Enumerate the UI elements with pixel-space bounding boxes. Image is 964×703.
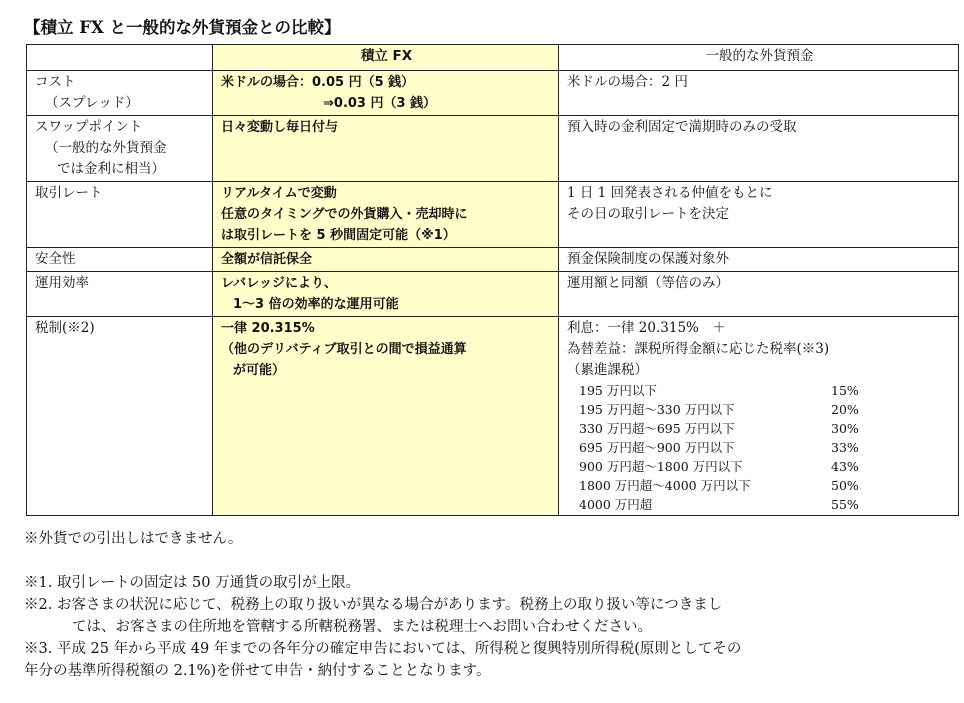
row-label-text: スワップポイント [35, 119, 143, 135]
bracket-range: 695 万円超〜900 万円以下 [579, 440, 735, 455]
fx-text: 全額が信託保全 [221, 252, 313, 267]
bracket-rate: 20% [831, 402, 859, 417]
fx-text: リアルタイムで変動 [221, 186, 337, 201]
row-label-safety [27, 248, 213, 272]
bracket-rate: 15% [831, 383, 859, 398]
bracket-range: 330 万円超〜695 万円以下 [579, 421, 735, 436]
row-label-swap [27, 116, 213, 182]
fx-cell-rate [213, 182, 559, 248]
bracket-range: 1800 万円超〜4000 万円以下 [579, 478, 751, 493]
tax-bracket-row [579, 457, 859, 476]
bracket-range: 195 万円以下 [579, 383, 657, 398]
fx-cell-swap [213, 116, 559, 182]
fx-text: 一律 20.315% [221, 321, 315, 336]
table-row [27, 272, 959, 317]
deposit-cell-efficiency [559, 272, 959, 317]
fx-text: は取引レートを 5 秒間固定可能（※1） [221, 228, 456, 243]
table-row [27, 71, 959, 116]
notes-section [24, 528, 954, 682]
fx-text: が可能） [233, 363, 286, 378]
row-label-text: コスト [35, 74, 76, 90]
page-title: 【積立 FX と一般的な外貨預金との比較】 [24, 18, 341, 37]
bracket-rate: 50% [831, 478, 859, 493]
fx-cell-tax [213, 317, 559, 516]
deposit-text: 預金保険制度の保護対象外 [567, 251, 729, 267]
fx-cell-efficiency [213, 272, 559, 317]
fx-text: （他のデリバティブ取引との間で損益通算 [221, 342, 467, 357]
tax-bracket-row [579, 381, 859, 400]
comparison-table [26, 44, 959, 516]
header-deposit: 一般的な外貨預金 [559, 45, 959, 71]
note-3-line-2: 年分の基準所得税額の 2.1%)を併せて申告・納付することとなります。 [24, 663, 491, 679]
fx-cell-cost [213, 71, 559, 116]
table-row [27, 248, 959, 272]
deposit-cell-rate [559, 182, 959, 248]
deposit-cell-tax [559, 317, 959, 516]
tax-bracket-row [579, 495, 859, 514]
deposit-text: 運用額と同額（等倍のみ） [567, 275, 729, 291]
row-label-efficiency [27, 272, 213, 317]
fx-text: 任意のタイミングでの外貨購入・売却時に [221, 207, 468, 222]
bracket-rate: 30% [831, 421, 859, 436]
deposit-text: 為替差益：課税所得金額に応じた税率(※3) [567, 341, 830, 357]
deposit-text: その日の取引レートを決定 [567, 206, 729, 222]
deposit-cell-cost [559, 71, 959, 116]
deposit-text: 1 日 1 回発表される仲値をもとに [567, 185, 773, 201]
deposit-cell-safety [559, 248, 959, 272]
fx-text: レバレッジにより、 [221, 276, 337, 291]
note-3-line-1: ※3. 平成 25 年から平成 49 年までの各年分の確定申告においては、所得税と復興特別所得税(原則としてその [24, 641, 742, 657]
bracket-range: 4000 万円超 [579, 497, 653, 512]
header-label [27, 45, 213, 71]
row-label-text: では金利に相当） [57, 161, 165, 177]
tax-bracket-table [579, 381, 859, 514]
table-row [27, 317, 959, 516]
fx-text: 1〜3 倍の効率的な運用可能 [233, 297, 399, 312]
row-label-cost [27, 71, 213, 116]
row-label-text: 税制(※2) [35, 320, 95, 336]
fx-text: 日々変動し毎日付与 [221, 120, 339, 135]
row-label-text: 安全性 [35, 251, 76, 267]
bracket-rate: 43% [831, 459, 859, 474]
deposit-text: 米ドルの場合：2 円 [567, 74, 688, 90]
deposit-text: （累進課税） [567, 362, 648, 378]
note-spacer [24, 550, 954, 572]
tax-bracket-row [579, 476, 859, 495]
note-2-line-2: ては、お客さまの住所地を管轄する所轄税務署、または税理士へお問い合わせください。 [72, 619, 652, 635]
tax-bracket-row [579, 400, 859, 419]
row-label-text: （一般的な外貨預金 [45, 140, 167, 156]
note-1: ※1. 取引レートの固定は 50 万通貨の取引が上限。 [24, 575, 361, 591]
deposit-cell-swap [559, 116, 959, 182]
bracket-range: 900 万円超〜1800 万円以下 [579, 459, 743, 474]
tax-bracket-row [579, 419, 859, 438]
row-label-text: 取引レート [35, 185, 103, 201]
row-label-rate [27, 182, 213, 248]
bracket-range: 195 万円超〜330 万円以下 [579, 402, 735, 417]
table-row [27, 116, 959, 182]
table-header-row [27, 45, 959, 71]
deposit-text: 預入時の金利固定で満期時のみの受取 [567, 119, 797, 135]
row-label-text: 運用効率 [35, 275, 89, 291]
row-label-tax [27, 317, 213, 516]
header-fx: 積立 FX [213, 45, 559, 71]
table-row [27, 182, 959, 248]
bracket-rate: 33% [831, 440, 859, 455]
fx-text: 米ドルの場合：0.05 円（5 銭） [221, 75, 415, 90]
fx-text: ⇒0.03 円（3 銭） [323, 96, 437, 111]
fx-cell-safety [213, 248, 559, 272]
tax-bracket-row [579, 438, 859, 457]
row-label-text: （スプレッド） [45, 95, 139, 111]
note-foreign-withdrawal: ※外貨での引出しはできません。 [24, 531, 243, 547]
note-2-line-1: ※2. お客さまの状況に応じて、税務上の取り扱いが異なる場合があります。税務上の取り扱い等につきまし [24, 597, 723, 613]
deposit-text: 利息：一律 20.315% ＋ [567, 320, 726, 336]
bracket-rate: 55% [831, 497, 859, 512]
